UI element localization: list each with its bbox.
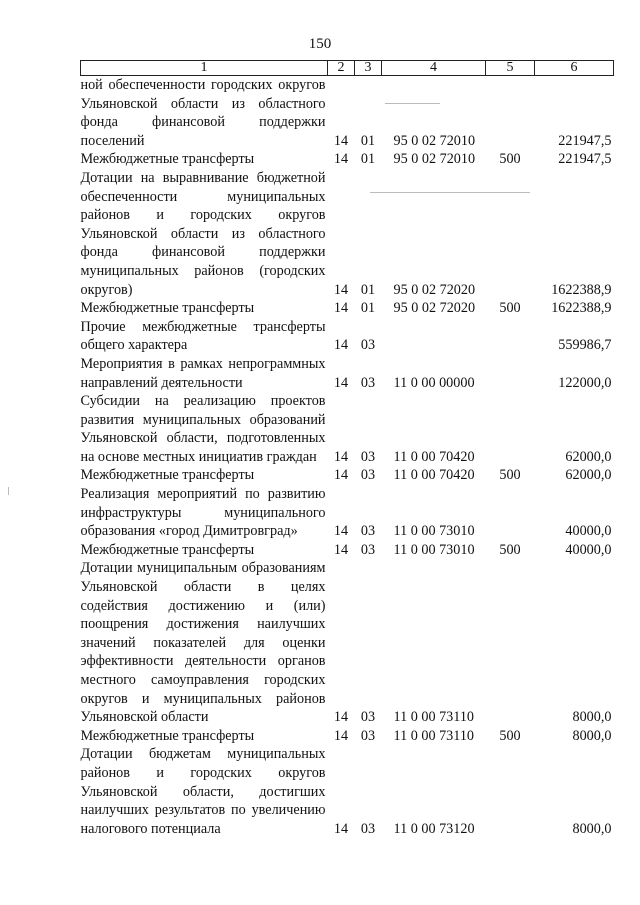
- header-col-4: 4: [382, 61, 486, 76]
- row-section: 14: [333, 727, 349, 744]
- row-amount: 1622388,9: [551, 300, 612, 317]
- row-subsection: 03: [360, 374, 376, 391]
- row-name: Дотации на выравнивание бюджетной обеспеченности муниципальных районов и городских округов Ульяновской области из областного фонда финансовой поддержки муниципальных районов (городских округов): [80, 169, 326, 298]
- row-section: 14: [333, 709, 349, 726]
- scan-speck: [370, 192, 530, 193]
- row-target-code: 11 0 00 73010: [393, 541, 475, 558]
- row-target-code: 11 0 00 70420: [393, 448, 475, 465]
- row-target-code: 95 0 02 72010: [393, 132, 476, 149]
- row-expense-type: 500: [499, 727, 521, 744]
- row-amount: 62000,0: [565, 448, 612, 465]
- row-name: Межбюджетные трансферты: [80, 727, 255, 744]
- row-expense-type: 500: [499, 541, 521, 558]
- row-name: Межбюджетные трансферты: [80, 541, 255, 558]
- row-subsection: 01: [360, 132, 376, 149]
- row-section: 14: [333, 820, 349, 837]
- row-expense-type: [486, 559, 535, 726]
- row-amount: 559986,7: [558, 337, 612, 354]
- row-target-code: 11 0 00 00000: [393, 374, 475, 391]
- row-section: 14: [333, 523, 349, 540]
- row-amount: 221947,5: [558, 151, 612, 168]
- header-col-2: 2: [328, 61, 355, 76]
- row-target-code: 95 0 02 72020: [393, 300, 476, 317]
- table-row: [81, 169, 614, 299]
- row-subsection: 03: [360, 820, 376, 837]
- table-row: [81, 150, 614, 169]
- row-amount: 62000,0: [565, 467, 612, 484]
- table-row: [81, 318, 614, 355]
- row-subsection: 03: [360, 337, 376, 354]
- row-target-code: 11 0 00 73120: [393, 820, 475, 837]
- table-row: [81, 559, 614, 726]
- header-row: [81, 61, 614, 76]
- row-section: 14: [333, 281, 349, 298]
- row-section: 14: [333, 300, 349, 317]
- row-section: 14: [333, 374, 349, 391]
- row-name: Межбюджетные трансферты: [80, 467, 255, 484]
- row-expense-type: [486, 745, 535, 838]
- row-subsection: 03: [360, 448, 376, 465]
- row-amount: 221947,5: [558, 132, 612, 149]
- row-section: 14: [333, 541, 349, 558]
- row-target-code: 11 0 00 73010: [393, 523, 475, 540]
- row-section: 14: [333, 448, 349, 465]
- row-name: Дотации муниципальным образованиям Ульяновской области в целях содействия достижению и (или) поощрения достижения наилучших значений показателей для оценки эффективности деятельности органов местного самоуправления городских округов и муниципальных районов Ульяновской области: [80, 560, 326, 726]
- row-amount: 40000,0: [565, 541, 612, 558]
- row-name: Реализация мероприятий по развитию инфраструктуры муниципального образования «город Димитровград»: [80, 486, 326, 540]
- row-subsection: 01: [360, 151, 376, 168]
- row-section: 14: [333, 467, 349, 484]
- row-target-code: 95 0 02 72020: [393, 281, 476, 298]
- row-target-code: [382, 318, 486, 355]
- row-amount: 1622388,9: [551, 281, 612, 298]
- row-name: Субсидии на реализацию проектов развития муниципальных образований Ульяновской области, подготовленных на основе местных инициатив граждан: [80, 393, 326, 465]
- row-amount: 8000,0: [572, 820, 612, 837]
- row-expense-type: 500: [499, 300, 521, 317]
- row-subsection: 03: [360, 467, 376, 484]
- scan-speck: [385, 103, 440, 104]
- scan-speck: [8, 487, 9, 495]
- table-row: [81, 485, 614, 541]
- row-amount: 8000,0: [572, 709, 612, 726]
- budget-table: [80, 60, 614, 838]
- row-section: 14: [333, 337, 349, 354]
- row-expense-type: [486, 392, 535, 466]
- row-name: Дотации бюджетам муниципальных районов и городских округов Ульяновской области, достигших наилучших результатов по увеличению налогового потенциала: [80, 746, 326, 837]
- row-subsection: 03: [360, 523, 376, 540]
- row-name: ной обеспеченности городских округов Ульяновской области из областного фонда финансовой поддержки поселений: [80, 77, 326, 149]
- table-row: [81, 355, 614, 392]
- table-row: [81, 392, 614, 466]
- row-amount: 40000,0: [565, 523, 612, 540]
- table-row: [81, 299, 614, 318]
- row-subsection: 01: [360, 281, 376, 298]
- row-subsection: 03: [360, 541, 376, 558]
- row-expense-type: [486, 169, 535, 299]
- header-col-5: 5: [486, 61, 535, 76]
- row-name: Прочие межбюджетные трансферты общего характера: [80, 318, 326, 354]
- row-expense-type: 500: [499, 151, 521, 168]
- row-amount: 122000,0: [558, 374, 612, 391]
- row-subsection: 01: [360, 300, 376, 317]
- table-row: [81, 745, 614, 838]
- row-section: 14: [333, 132, 349, 149]
- row-target-code: 11 0 00 73110: [393, 727, 475, 744]
- row-target-code: 11 0 00 73110: [393, 709, 475, 726]
- row-expense-type: [486, 318, 535, 355]
- table-row: [81, 541, 614, 560]
- row-expense-type: [486, 76, 535, 151]
- row-amount: 8000,0: [572, 727, 612, 744]
- header-col-6: 6: [535, 61, 614, 76]
- header-col-1: 1: [81, 61, 328, 76]
- row-subsection: 03: [360, 709, 376, 726]
- row-expense-type: [486, 485, 535, 541]
- table-row: [81, 727, 614, 746]
- row-section: 14: [333, 151, 349, 168]
- row-expense-type: [486, 355, 535, 392]
- row-name: Межбюджетные трансферты: [80, 151, 255, 168]
- row-name: Межбюджетные трансферты: [80, 300, 255, 317]
- table-row: [81, 466, 614, 485]
- row-subsection: 03: [360, 727, 376, 744]
- table-row: [81, 76, 614, 151]
- row-target-code: 95 0 02 72010: [393, 151, 476, 168]
- row-target-code: 11 0 00 70420: [393, 467, 475, 484]
- header-col-3: 3: [355, 61, 382, 76]
- row-expense-type: 500: [499, 467, 521, 484]
- page-number: 150: [308, 36, 332, 52]
- row-name: Мероприятия в рамках непрограммных направлений деятельности: [80, 355, 326, 391]
